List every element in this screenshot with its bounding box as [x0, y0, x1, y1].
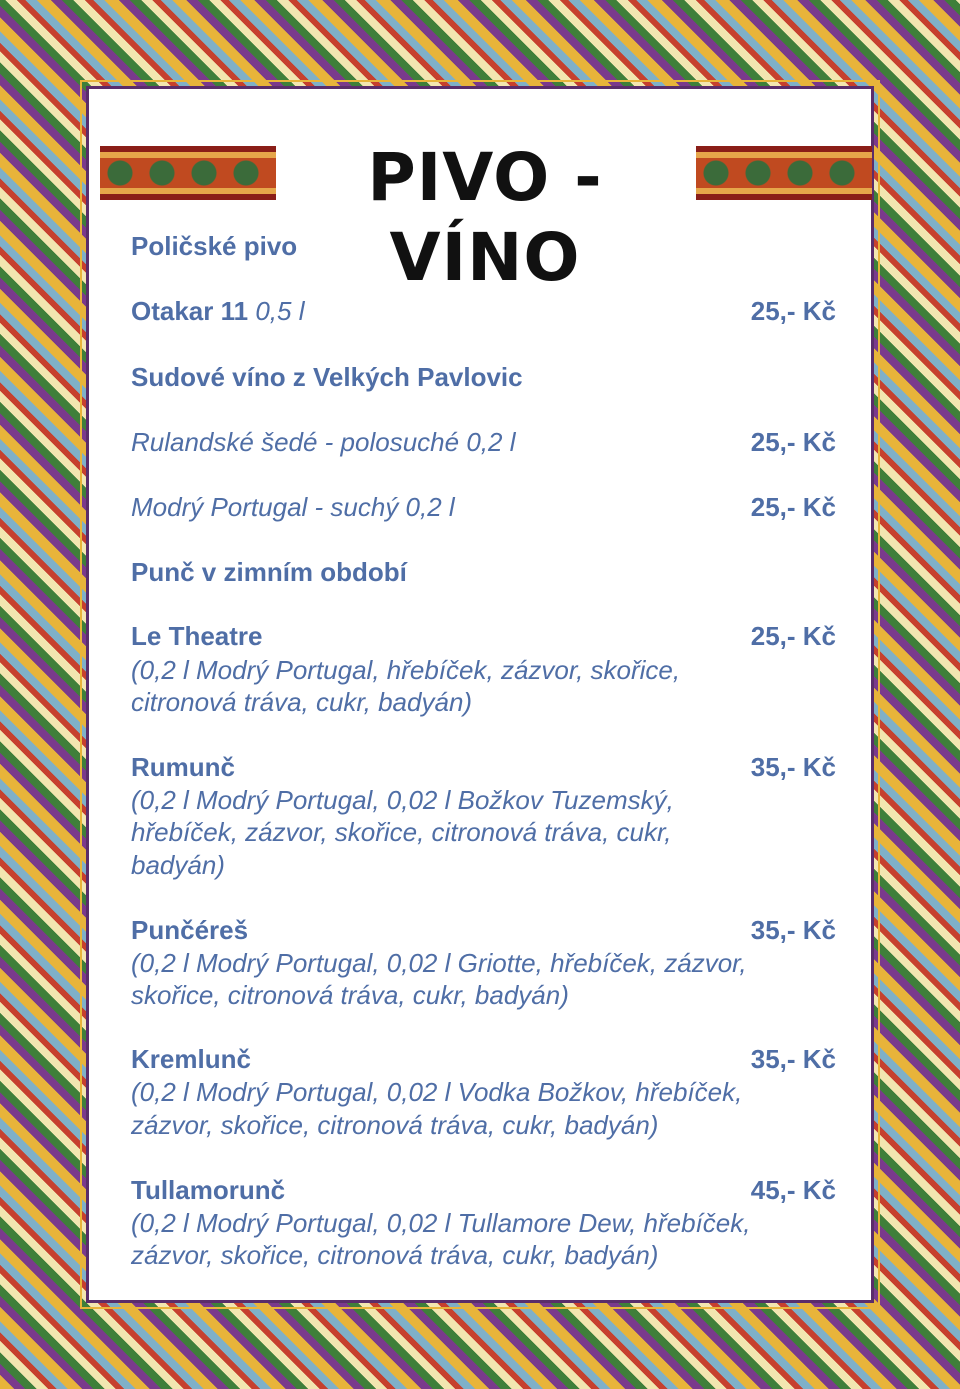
wine-item-price: 25,- Kč — [750, 492, 836, 522]
punch-item-desc: (0,2 l Modrý Portugal, 0,02 l Vodka Božkov, hřebíček, — [131, 1077, 743, 1107]
punch-item-name: Le Theatre — [131, 621, 263, 651]
punch-item-name: Kremlunč — [131, 1044, 251, 1074]
page-title: PIVO - VÍNO — [367, 139, 603, 296]
punch-item-desc: zázvor, skořice, citronová tráva, cukr, badyán) — [131, 1110, 659, 1140]
ornament-band-right — [696, 146, 872, 200]
punch-item-price: 35,- Kč — [750, 1044, 836, 1074]
punch-item-desc: zázvor, skořice, citronová tráva, cukr, badyán) — [131, 1240, 659, 1270]
punch-item-desc: skořice, citronová tráva, cukr, badyán) — [131, 980, 569, 1010]
punch-item-price: 25,- Kč — [750, 621, 836, 651]
wine-item-name: Modrý Portugal - suchý 0,2 l — [131, 492, 455, 522]
punch-item-desc: hřebíček, zázvor, skořice, citronová tráva, cukr, — [131, 817, 672, 847]
punch-item-desc: badyán) — [131, 850, 225, 880]
beer-item-price: 25,- Kč — [750, 296, 836, 326]
punch-item-price: 35,- Kč — [750, 915, 836, 945]
punch-item-desc: citronová tráva, cukr, badyán) — [131, 687, 473, 717]
punch-section-header: Punč v zimním období — [131, 557, 407, 587]
punch-item-name: Tullamorunč — [131, 1175, 286, 1205]
punch-item-desc: (0,2 l Modrý Portugal, 0,02 l Griotte, hřebíček, zázvor, — [131, 948, 747, 978]
punch-item-desc: (0,2 l Modrý Portugal, 0,02 l Tullamore Dew, hřebíček, — [131, 1208, 751, 1238]
wine-item-name: Rulandské šedé - polosuché 0,2 l — [131, 427, 516, 457]
punch-item-price: 35,- Kč — [750, 752, 836, 782]
punch-item-desc: (0,2 l Modrý Portugal, 0,02 l Božkov Tuzemský, — [131, 785, 674, 815]
beer-item-volume: 0,5 l — [255, 296, 305, 326]
wine-section-header: Sudové víno z Velkých Pavlovic — [131, 362, 523, 392]
punch-item-price: 45,- Kč — [750, 1175, 836, 1205]
wine-item-price: 25,- Kč — [750, 427, 836, 457]
beer-item-name: Otakar 11 — [131, 296, 249, 326]
punch-item-desc: (0,2 l Modrý Portugal, hřebíček, zázvor, skořice, — [131, 655, 681, 685]
beer-section-header: Poličské pivo — [131, 231, 298, 261]
menu-page — [100, 100, 860, 1289]
punch-item-name: Punčéreš — [131, 915, 249, 945]
beer-item — [131, 296, 304, 326]
ornament-band-left — [100, 146, 276, 200]
punch-item-name: Rumunč — [131, 752, 235, 782]
